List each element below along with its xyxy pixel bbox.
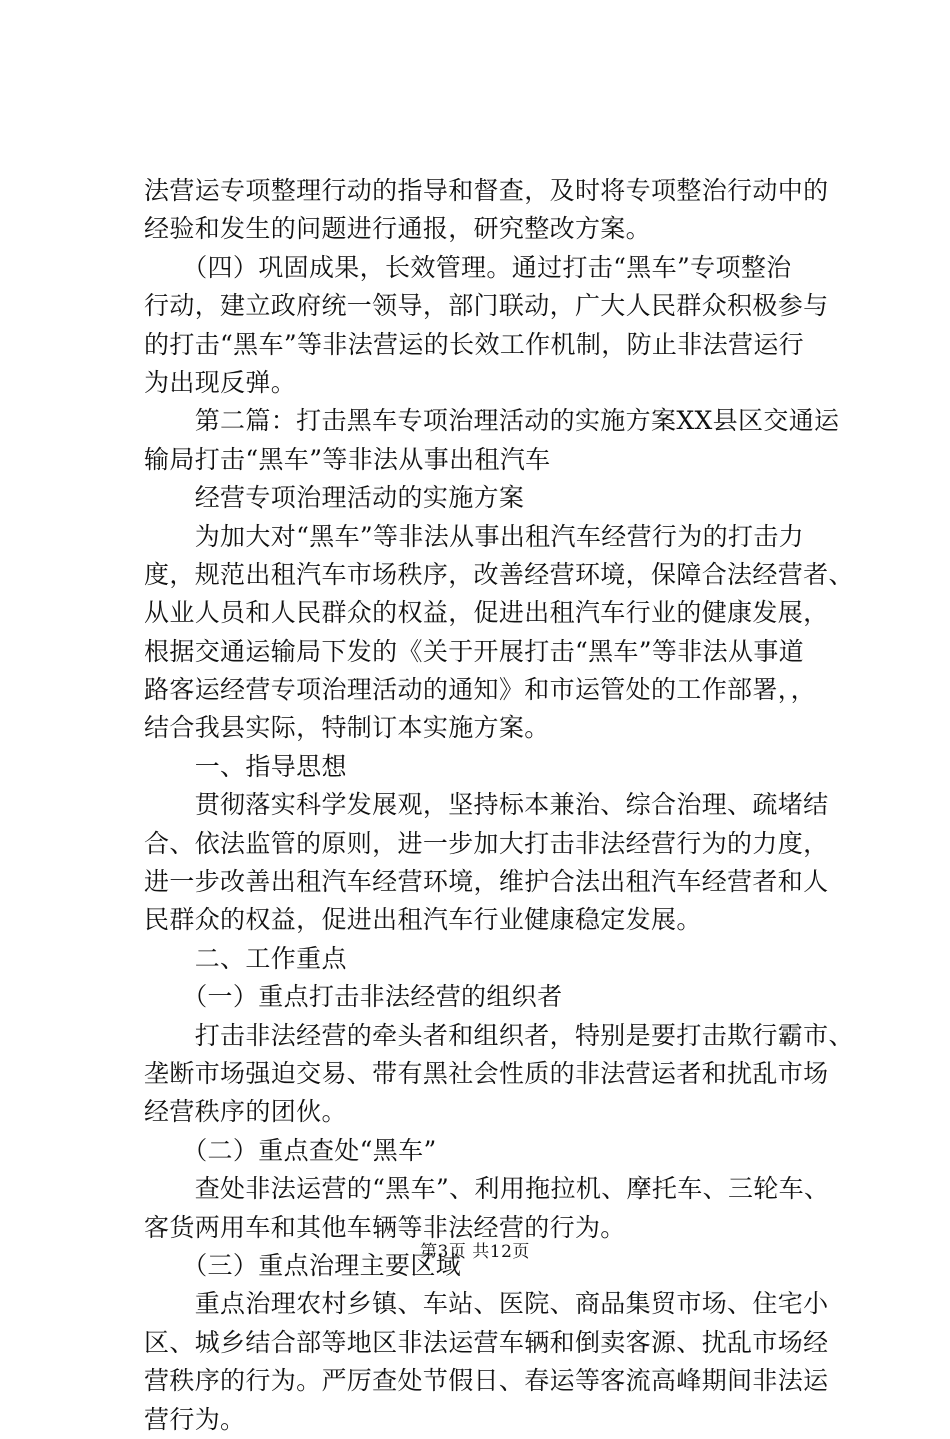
body-line: 的打击“黑车”等非法营运的长效工作机制，防止非法营运行 bbox=[144, 329, 805, 359]
subheading: 二、工作重点 bbox=[144, 943, 347, 973]
body-line: 度，规范出租汽车市场秩序，改善经营环境，保障合法经营者、 bbox=[144, 559, 854, 589]
body-line: 民群众的权益，促进出租汽车行业健康稳定发展。 bbox=[144, 905, 702, 935]
body-line: 重点治理农村乡镇、车站、医院、商品集贸市场、住宅小 bbox=[144, 1289, 829, 1319]
page-number-footer: 第3页 共12页 bbox=[420, 1242, 530, 1262]
body-line: 结合我县实际，特制订本实施方案。 bbox=[144, 713, 550, 743]
subheading: （三）重点治理主要区域 bbox=[144, 1250, 462, 1280]
body-line: 贯彻落实科学发展观，坚持标本兼治、综合治理、疏堵结 bbox=[144, 790, 829, 820]
subheading: （一）重点打击非法经营的组织者 bbox=[144, 982, 563, 1012]
body-line: 垄断市场强迫交易、带有黑社会性质的非法营运者和扰乱市场 bbox=[144, 1058, 829, 1088]
body-line: （四）巩固成果，长效管理。通过打击“黑车”专项整治 bbox=[144, 252, 792, 282]
body-line: 为出现反弹。 bbox=[144, 367, 297, 397]
body-line: 客货两用车和其他车辆等非法经营的行为。 bbox=[144, 1212, 626, 1242]
body-line: 行动，建立政府统一领导，部门联动，广大人民群众积极参与 bbox=[144, 291, 829, 321]
subheading: （二）重点查处“黑车” bbox=[144, 1135, 437, 1165]
body-line: 营行为。 bbox=[144, 1404, 246, 1434]
body-line: 路客运经营专项治理活动的通知》和市运管处的工作部署，， bbox=[144, 675, 816, 705]
body-line: 合、依法监管的原则，进一步加大打击非法经营行为的力度， bbox=[144, 828, 829, 858]
body-line: 从业人员和人民群众的权益，促进出租汽车行业的健康发展， bbox=[144, 598, 829, 628]
section-heading: 第二篇：打击黑车专项治理活动的实施方案XX县区交通运 bbox=[144, 406, 840, 436]
plan-title: 经营专项治理活动的实施方案 bbox=[144, 483, 525, 513]
body-line: 区、城乡结合部等地区非法运营车辆和倒卖客源、扰乱市场经 bbox=[144, 1327, 829, 1357]
body-line: 营秩序的行为。严厉查处节假日、春运等客流高峰期间非法运 bbox=[144, 1366, 829, 1396]
body-line: 法营运专项整理行动的指导和督查，及时将专项整治行动中的 bbox=[144, 176, 829, 205]
section-heading: 输局打击“黑车”等非法从事出租汽车 bbox=[144, 444, 551, 474]
body-line: 经营秩序的团伙。 bbox=[144, 1097, 347, 1127]
body-line: 打击非法经营的牵头者和组织者，特别是要打击欺行霸市、 bbox=[144, 1020, 854, 1050]
body-line: 查处非法运营的“黑车”、利用拖拉机、摩托车、三轮车、 bbox=[144, 1174, 830, 1204]
subheading: 一、指导思想 bbox=[144, 751, 347, 781]
body-line: 进一步改善出租汽车经营环境，维护合法出租汽车经营者和人 bbox=[144, 867, 829, 897]
body-line: 为加大对“黑车”等非法从事出租汽车经营行为的打击力 bbox=[144, 521, 805, 551]
body-line: 经验和发生的问题进行通报，研究整改方案。 bbox=[144, 214, 652, 244]
body-line: 根据交通运输局下发的《关于开展打击“黑车”等非法从事道 bbox=[144, 636, 805, 666]
